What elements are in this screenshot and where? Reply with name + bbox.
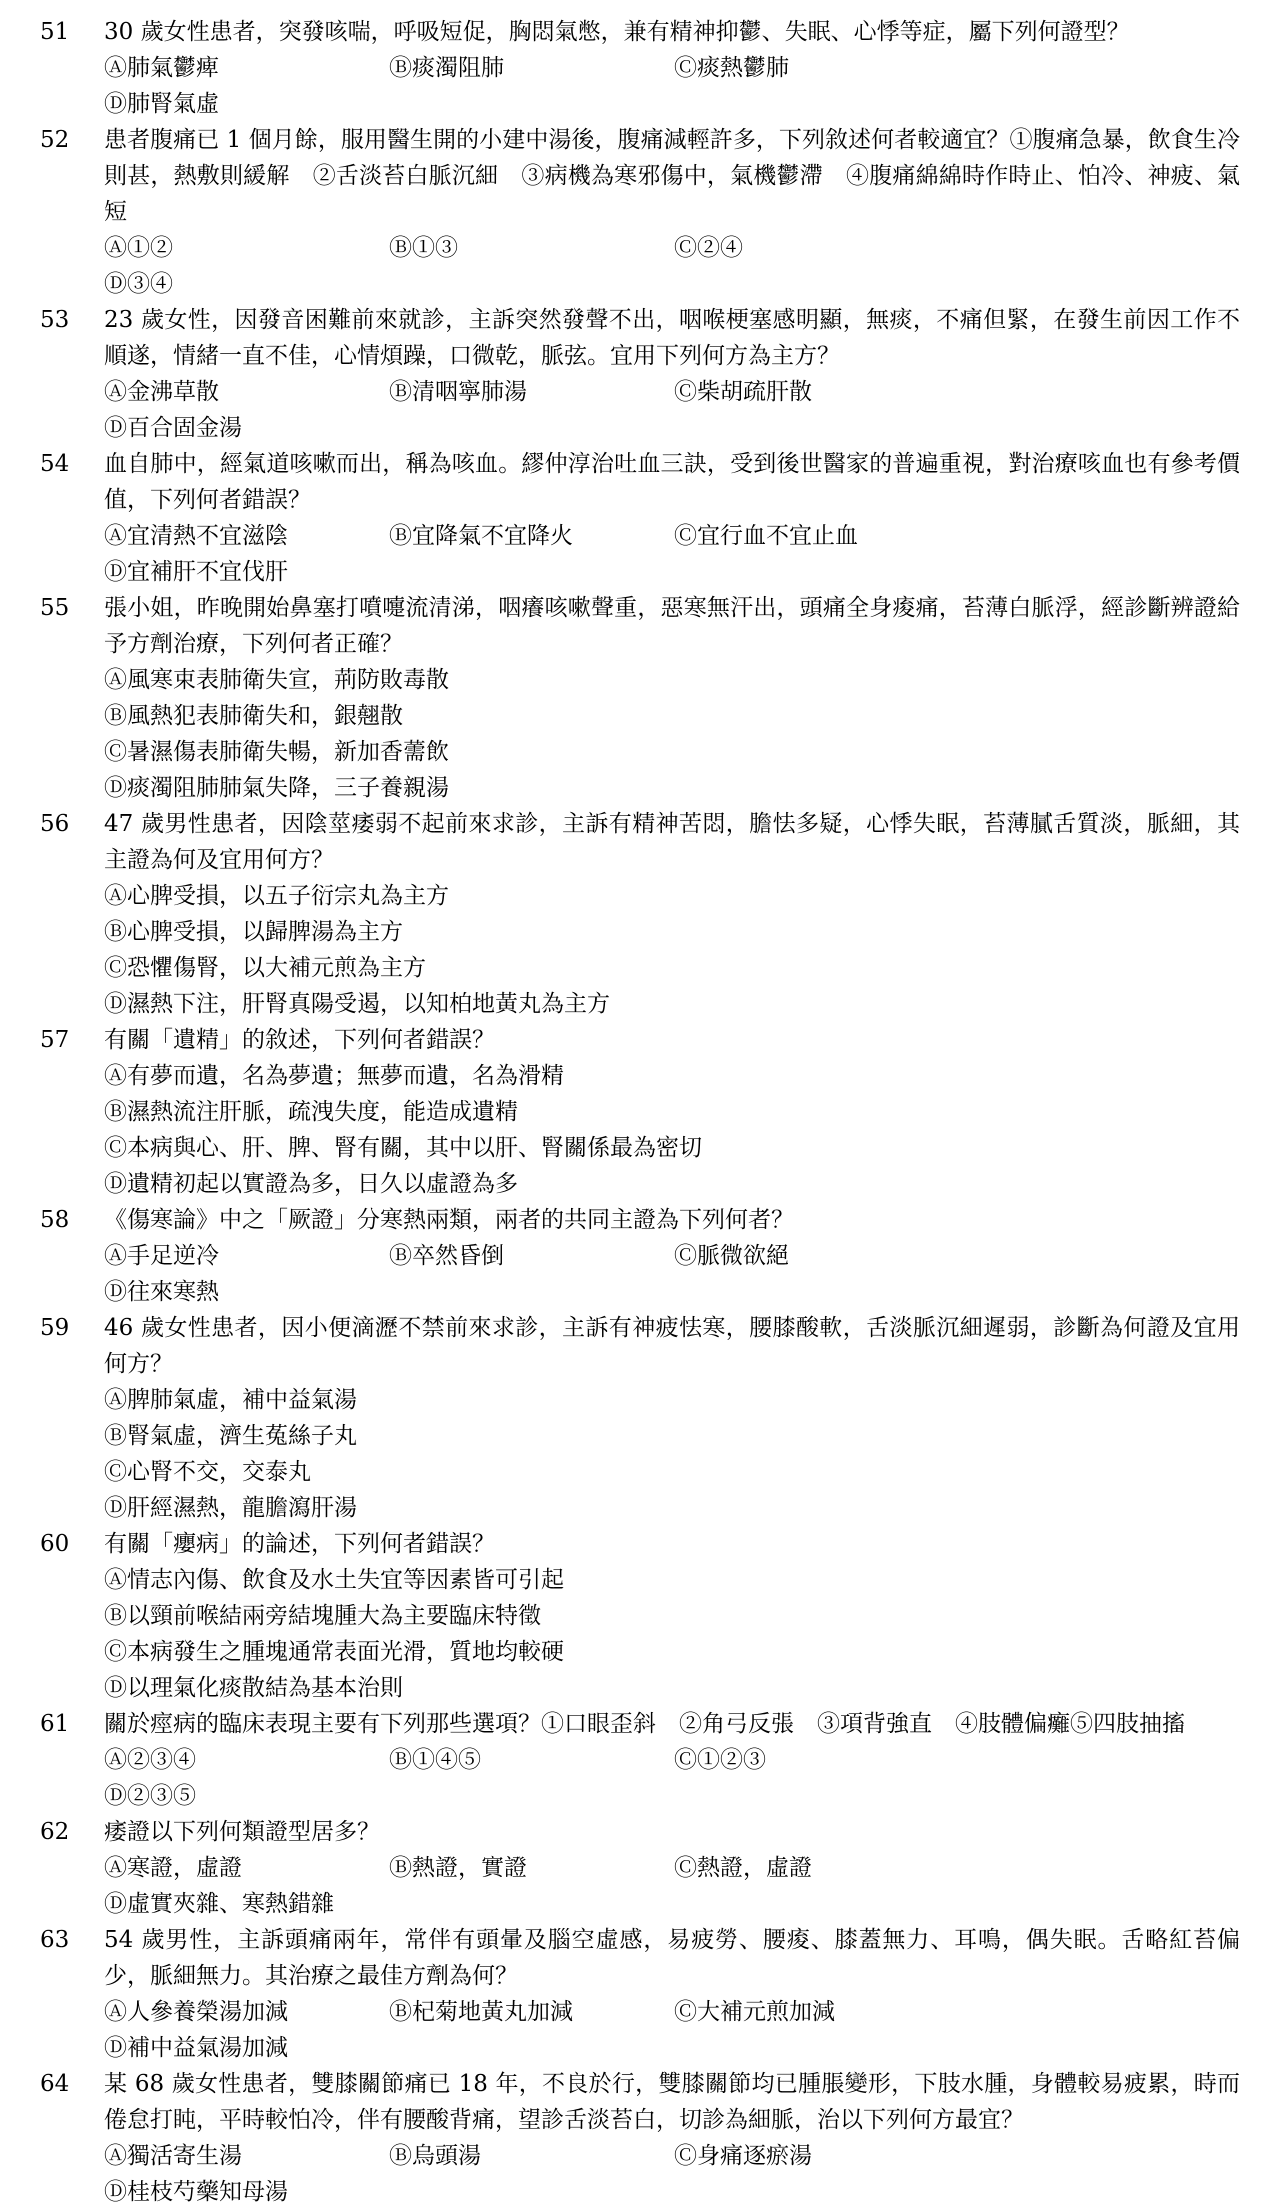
option-list bbox=[104, 518, 1240, 590]
question-number: 62 bbox=[40, 1819, 70, 1845]
option-b: Ⓑ心脾受損，以歸脾湯為主方 bbox=[104, 919, 403, 945]
question-body bbox=[104, 1526, 1240, 1706]
question-body bbox=[104, 1310, 1240, 1526]
question-number: 61 bbox=[40, 1711, 70, 1737]
option-b: Ⓑ杞菊地黃丸加減 bbox=[389, 1999, 573, 2025]
option-d: Ⓓ濕熱下注，肝腎真陽受遏，以知柏地黃丸為主方 bbox=[104, 991, 610, 1017]
question-number: 59 bbox=[40, 1315, 70, 1341]
option-d: Ⓓ百合固金湯 bbox=[104, 415, 242, 441]
question-number: 55 bbox=[40, 595, 70, 621]
question-53 bbox=[40, 302, 1240, 446]
question-stem: 《傷寒論》中之「厥證」分寒熱兩類，兩者的共同主證為下列何者？ bbox=[104, 1207, 794, 1233]
option-list bbox=[104, 230, 1240, 302]
question-stem: 23 歲女性，因發音困難前來就診，主訴突然發聲不出，咽喉梗塞感明顯，無痰，不痛但緊，在發生前因工作不順遂，情緒一直不佳，心情煩躁，口微乾，脈弦。宜用下列何方為主方？ bbox=[104, 307, 1240, 369]
question-62 bbox=[40, 1814, 1240, 1922]
option-d: Ⓓ桂枝芍藥知母湯 bbox=[104, 2179, 288, 2205]
option-c: Ⓒ①②③ bbox=[674, 1747, 766, 1773]
option-a: Ⓐ獨活寄生湯 bbox=[104, 2143, 242, 2169]
option-d: Ⓓ③④ bbox=[104, 271, 173, 297]
question-stem: 痿證以下列何類證型居多？ bbox=[104, 1819, 380, 1845]
option-list bbox=[104, 1850, 1240, 1922]
question-number: 60 bbox=[40, 1531, 70, 1557]
option-b: Ⓑ宜降氣不宜降火 bbox=[389, 523, 573, 549]
question-stem: 47 歲男性患者，因陰莖痿弱不起前來求診，主訴有精神苦悶，膽怯多疑，心悸失眠，苔薄膩舌質淡，脈細，其主證為何及宜用何方？ bbox=[104, 811, 1240, 873]
question-stem: 血自肺中，經氣道咳嗽而出，稱為咳血。繆仲淳治吐血三訣，受到後世醫家的普遍重視，對治療咳血也有參考價值，下列何者錯誤？ bbox=[104, 451, 1240, 513]
option-c: Ⓒ柴胡疏肝散 bbox=[674, 379, 812, 405]
question-59 bbox=[40, 1310, 1240, 1526]
option-list bbox=[104, 662, 1240, 806]
question-stem: 某 68 歲女性患者，雙膝關節痛已 18 年，不良於行，雙膝關節均已腫脹變形，下肢水腫，身體較易疲累，時而倦怠打盹，平時較怕冷，伴有腰酸背痛，望診舌淡苔白，切診為細脈，治以下列何方最宜？ bbox=[104, 2071, 1240, 2133]
option-list bbox=[104, 50, 1240, 122]
question-60 bbox=[40, 1526, 1240, 1706]
option-d: Ⓓ遺精初起以實證為多，日久以虛證為多 bbox=[104, 1171, 518, 1197]
question-body bbox=[104, 302, 1240, 446]
question-number: 64 bbox=[40, 2071, 70, 2097]
option-b: Ⓑ①④⑤ bbox=[389, 1747, 481, 1773]
option-a: Ⓐ手足逆冷 bbox=[104, 1243, 219, 1269]
option-d: Ⓓ肺腎氣虛 bbox=[104, 91, 219, 117]
option-a: Ⓐ宜清熱不宜滋陰 bbox=[104, 523, 288, 549]
question-51 bbox=[40, 14, 1240, 122]
option-b: Ⓑ以頸前喉結兩旁結塊腫大為主要臨床特徵 bbox=[104, 1603, 541, 1629]
question-number: 56 bbox=[40, 811, 70, 837]
option-c: Ⓒ②④ bbox=[674, 235, 743, 261]
question-stem: 46 歲女性患者，因小便滴瀝不禁前來求診，主訴有神疲怯寒，腰膝酸軟，舌淡脈沉細遲弱，診斷為何證及宜用何方？ bbox=[104, 1315, 1240, 1377]
question-number: 52 bbox=[40, 127, 70, 153]
option-d: Ⓓ補中益氣湯加減 bbox=[104, 2035, 288, 2061]
option-c: Ⓒ痰熱鬱肺 bbox=[674, 55, 789, 81]
option-c: Ⓒ大補元煎加減 bbox=[674, 1999, 835, 2025]
option-a: Ⓐ心脾受損，以五子衍宗丸為主方 bbox=[104, 883, 449, 909]
question-number: 53 bbox=[40, 307, 70, 333]
option-d: Ⓓ宜補肝不宜伐肝 bbox=[104, 559, 288, 585]
option-a: Ⓐ肺氣鬱痺 bbox=[104, 55, 219, 81]
option-list bbox=[104, 1994, 1240, 2066]
option-c: Ⓒ本病與心、肝、脾、腎有關，其中以肝、腎關係最為密切 bbox=[104, 1135, 702, 1161]
option-b: Ⓑ①③ bbox=[389, 235, 458, 261]
option-a: Ⓐ脾肺氣虛，補中益氣湯 bbox=[104, 1387, 357, 1413]
question-stem: 30 歲女性患者，突發咳喘，呼吸短促，胸悶氣憋，兼有精神抑鬱、失眠、心悸等症，屬下列何證型？ bbox=[104, 19, 1130, 45]
option-b: Ⓑ腎氣虛，濟生菟絲子丸 bbox=[104, 1423, 357, 1449]
option-b: Ⓑ風熱犯表肺衛失和，銀翹散 bbox=[104, 703, 403, 729]
option-c: Ⓒ脈微欲絕 bbox=[674, 1243, 789, 1269]
option-a: Ⓐ②③④ bbox=[104, 1747, 196, 1773]
option-d: Ⓓ以理氣化痰散結為基本治則 bbox=[104, 1675, 403, 1701]
question-56 bbox=[40, 806, 1240, 1022]
option-c: Ⓒ本病發生之腫塊通常表面光滑，質地均較硬 bbox=[104, 1639, 564, 1665]
question-57 bbox=[40, 1022, 1240, 1202]
option-list bbox=[104, 1058, 1240, 1202]
option-list bbox=[104, 1562, 1240, 1706]
option-d: Ⓓ痰濁阻肺肺氣失降，三子養親湯 bbox=[104, 775, 449, 801]
option-d: Ⓓ虛實夾雜、寒熱錯雜 bbox=[104, 1891, 334, 1917]
option-a: Ⓐ寒證，虛證 bbox=[104, 1855, 242, 1881]
question-stem: 關於痙病的臨床表現主要有下列那些選項？①口眼歪斜 ②角弓反張 ③項背強直 ④肢體偏癱⑤四肢抽搐 bbox=[104, 1711, 1185, 1737]
option-a: Ⓐ有夢而遺，名為夢遺；無夢而遺，名為滑精 bbox=[104, 1063, 564, 1089]
question-stem: 有關「遺精」的敘述，下列何者錯誤？ bbox=[104, 1027, 495, 1053]
question-63 bbox=[40, 1922, 1240, 2066]
option-b: Ⓑ痰濁阻肺 bbox=[389, 55, 504, 81]
option-d: Ⓓ肝經濕熱，龍膽瀉肝湯 bbox=[104, 1495, 357, 1521]
option-a: Ⓐ情志內傷、飲食及水土失宜等因素皆可引起 bbox=[104, 1567, 564, 1593]
question-body bbox=[104, 14, 1240, 122]
question-52 bbox=[40, 122, 1240, 302]
option-list bbox=[104, 1382, 1240, 1526]
option-b: Ⓑ熱證，實證 bbox=[389, 1855, 527, 1881]
question-number: 54 bbox=[40, 451, 70, 477]
option-b: Ⓑ濕熱流注肝脈，疏洩失度，能造成遺精 bbox=[104, 1099, 518, 1125]
question-stem: 張小姐，昨晚開始鼻塞打噴嚏流清涕，咽癢咳嗽聲重，惡寒無汗出，頭痛全身痠痛，苔薄白脈浮，經診斷辨證給予方劑治療，下列何者正確？ bbox=[104, 595, 1240, 657]
question-54 bbox=[40, 446, 1240, 590]
question-stem: 有關「癭病」的論述，下列何者錯誤？ bbox=[104, 1531, 495, 1557]
option-a: Ⓐ人參養榮湯加減 bbox=[104, 1999, 288, 2025]
question-number: 58 bbox=[40, 1207, 70, 1233]
question-body bbox=[104, 446, 1240, 590]
question-number: 51 bbox=[40, 19, 70, 45]
option-c: Ⓒ心腎不交，交泰丸 bbox=[104, 1459, 311, 1485]
option-d: Ⓓ往來寒熱 bbox=[104, 1279, 219, 1305]
question-body bbox=[104, 1706, 1240, 1814]
option-a: Ⓐ金沸草散 bbox=[104, 379, 219, 405]
option-list bbox=[104, 374, 1240, 446]
option-list bbox=[104, 2138, 1240, 2210]
option-d: Ⓓ②③⑤ bbox=[104, 1783, 196, 1809]
question-body bbox=[104, 1202, 1240, 1310]
question-stem: 54 歲男性，主訴頭痛兩年，常伴有頭暈及腦空虛感，易疲勞、腰痠、膝蓋無力、耳鳴，偶失眠。舌略紅苔偏少，脈細無力。其治療之最佳方劑為何？ bbox=[104, 1927, 1240, 1989]
question-body bbox=[104, 122, 1240, 302]
question-body bbox=[104, 1022, 1240, 1202]
option-b: Ⓑ卒然昏倒 bbox=[389, 1243, 504, 1269]
question-number: 57 bbox=[40, 1027, 70, 1053]
option-c: Ⓒ宜行血不宜止血 bbox=[674, 523, 858, 549]
option-c: Ⓒ暑濕傷表肺衛失暢，新加香薷飲 bbox=[104, 739, 449, 765]
question-body bbox=[104, 590, 1240, 806]
question-55 bbox=[40, 590, 1240, 806]
question-body bbox=[104, 1814, 1240, 1922]
option-list bbox=[104, 1742, 1240, 1814]
question-body bbox=[104, 806, 1240, 1022]
question-64 bbox=[40, 2066, 1240, 2210]
option-list bbox=[104, 1238, 1240, 1310]
option-list bbox=[104, 878, 1240, 1022]
option-c: Ⓒ熱證，虛證 bbox=[674, 1855, 812, 1881]
question-61 bbox=[40, 1706, 1240, 1814]
option-c: Ⓒ身痛逐瘀湯 bbox=[674, 2143, 812, 2169]
question-body bbox=[104, 1922, 1240, 2066]
option-c: Ⓒ恐懼傷腎，以大補元煎為主方 bbox=[104, 955, 426, 981]
question-body bbox=[104, 2066, 1240, 2210]
question-stem: 患者腹痛已 1 個月餘，服用醫生開的小建中湯後，腹痛減輕許多，下列敘述何者較適宜？①腹痛急暴，飲食生冷則甚，熱敷則緩解 ②舌淡苔白脈沉細 ③病機為寒邪傷中，氣機鬱滯 ④腹痛綿綿時作時止、怕冷、神疲、氣短 bbox=[104, 127, 1240, 225]
option-a: Ⓐ風寒束表肺衛失宣，荊防敗毒散 bbox=[104, 667, 449, 693]
option-a: Ⓐ①② bbox=[104, 235, 173, 261]
option-b: Ⓑ烏頭湯 bbox=[389, 2143, 481, 2169]
question-58 bbox=[40, 1202, 1240, 1310]
option-b: Ⓑ清咽寧肺湯 bbox=[389, 379, 527, 405]
question-number: 63 bbox=[40, 1927, 70, 1953]
